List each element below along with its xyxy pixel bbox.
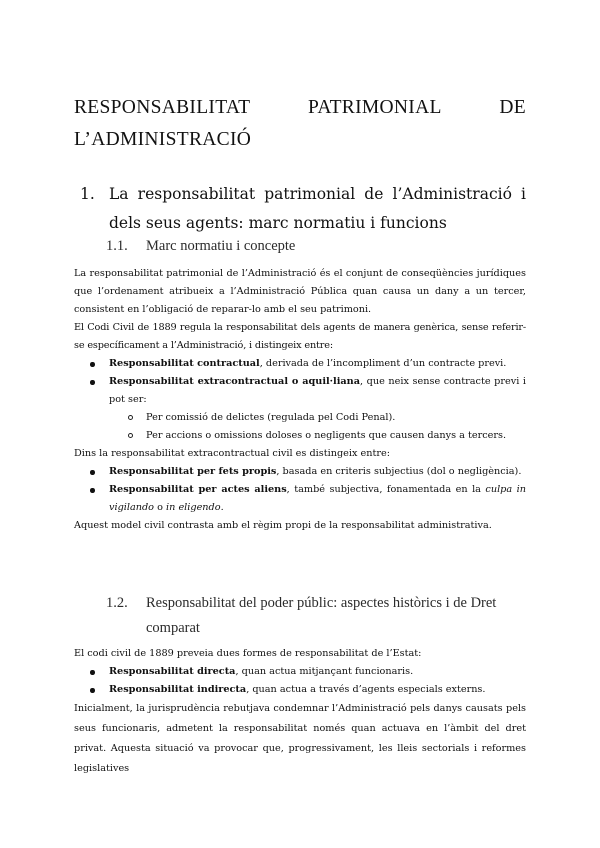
list-item: Responsabilitat extracontractual o aquil·liana, que neix sense contracte previ i pot ser: — [74, 373, 526, 409]
title-word: DE — [499, 97, 526, 118]
title-line-2: L’ADMINISTRACIÓ — [74, 129, 252, 150]
list-item: Responsabilitat contractual, derivada de l’incompliment d’un contracte previ. — [74, 355, 526, 373]
paragraph: El codi civil de 1889 preveia dues formes de responsabilitat de l’Estat: — [74, 648, 422, 659]
title-line-1 — [74, 92, 526, 124]
paragraph: Dins la responsabilitat extracontractual civil es distingeix entre: — [74, 448, 391, 459]
bullet-icon — [90, 688, 95, 693]
subsection-number: 1.1. — [106, 238, 128, 254]
paragraph: El Codi Civil de 1889 regula la responsabilitat dels agents de manera genèrica, sense referir-se específicament a l’Administració, i distingeix entre: — [74, 322, 526, 351]
sub-list-item: Per accions o omissions doloses o negligents que causen danys a tercers. — [74, 427, 526, 445]
section-1-heading — [74, 180, 526, 238]
list-item: Responsabilitat per actes aliens, també subjectiva, fonamentada en la culpa in vigilando o in eligendo. — [74, 481, 526, 517]
section-number: 1. — [80, 185, 95, 203]
document-title — [74, 92, 526, 156]
title-word: PATRIMONIAL — [308, 97, 442, 118]
list-item: Responsabilitat per fets propis, basada en criteris subjectius (dol o negligència). — [74, 463, 526, 481]
subsection-title: Responsabilitat del poder públic: aspectes històrics i de Dret comparat — [146, 595, 497, 636]
circle-bullet-icon — [128, 433, 133, 438]
sub-list-item: Per comissió de delictes (regulada pel Codi Penal). — [74, 409, 526, 427]
circle-bullet-icon — [128, 415, 133, 420]
title-word: RESPONSABILITAT — [74, 97, 251, 118]
subsection-1-2-heading — [106, 591, 526, 641]
paragraph: Inicialment, la jurisprudència rebutjava condemnar l’Administració pels danys causats pels seus funcionaris, admetent la responsabilitat només quan actuava en l’àmbit del dret privat. Aquesta situació va provocar que, progressivament, les lleis sectorials i reformes legislatives — [74, 703, 526, 774]
subsection-number: 1.2. — [106, 595, 128, 611]
bullet-icon — [90, 362, 95, 367]
bullet-icon — [90, 470, 95, 475]
bullet-icon — [90, 670, 95, 675]
subsection-1-1-heading — [106, 234, 526, 259]
subsection-1-2-body — [74, 645, 526, 779]
bullet-icon — [90, 380, 95, 385]
paragraph: Aquest model civil contrasta amb el règim propi de la responsabilitat administrativa. — [74, 520, 492, 531]
paragraph: La responsabilitat patrimonial de l’Administració és el conjunt de conseqüències jurídiques que l’ordenament atribueix a l’Administració Pública quan causa un dany a un tercer, consistent en l’obligació de reparar-lo amb el seu patrimoni. — [74, 268, 526, 315]
list-item: Responsabilitat directa, quan actua mitjançant funcionaris. — [74, 663, 526, 681]
section-title: La responsabilitat patrimonial de l’Administració i dels seus agents: marc normatiu i funcions — [109, 185, 526, 232]
list-item: Responsabilitat indirecta, quan actua a través d’agents especials externs. — [74, 681, 526, 699]
subsection-title: Marc normatiu i concepte — [146, 238, 296, 254]
subsection-1-1-body — [74, 265, 526, 535]
bullet-icon — [90, 488, 95, 493]
